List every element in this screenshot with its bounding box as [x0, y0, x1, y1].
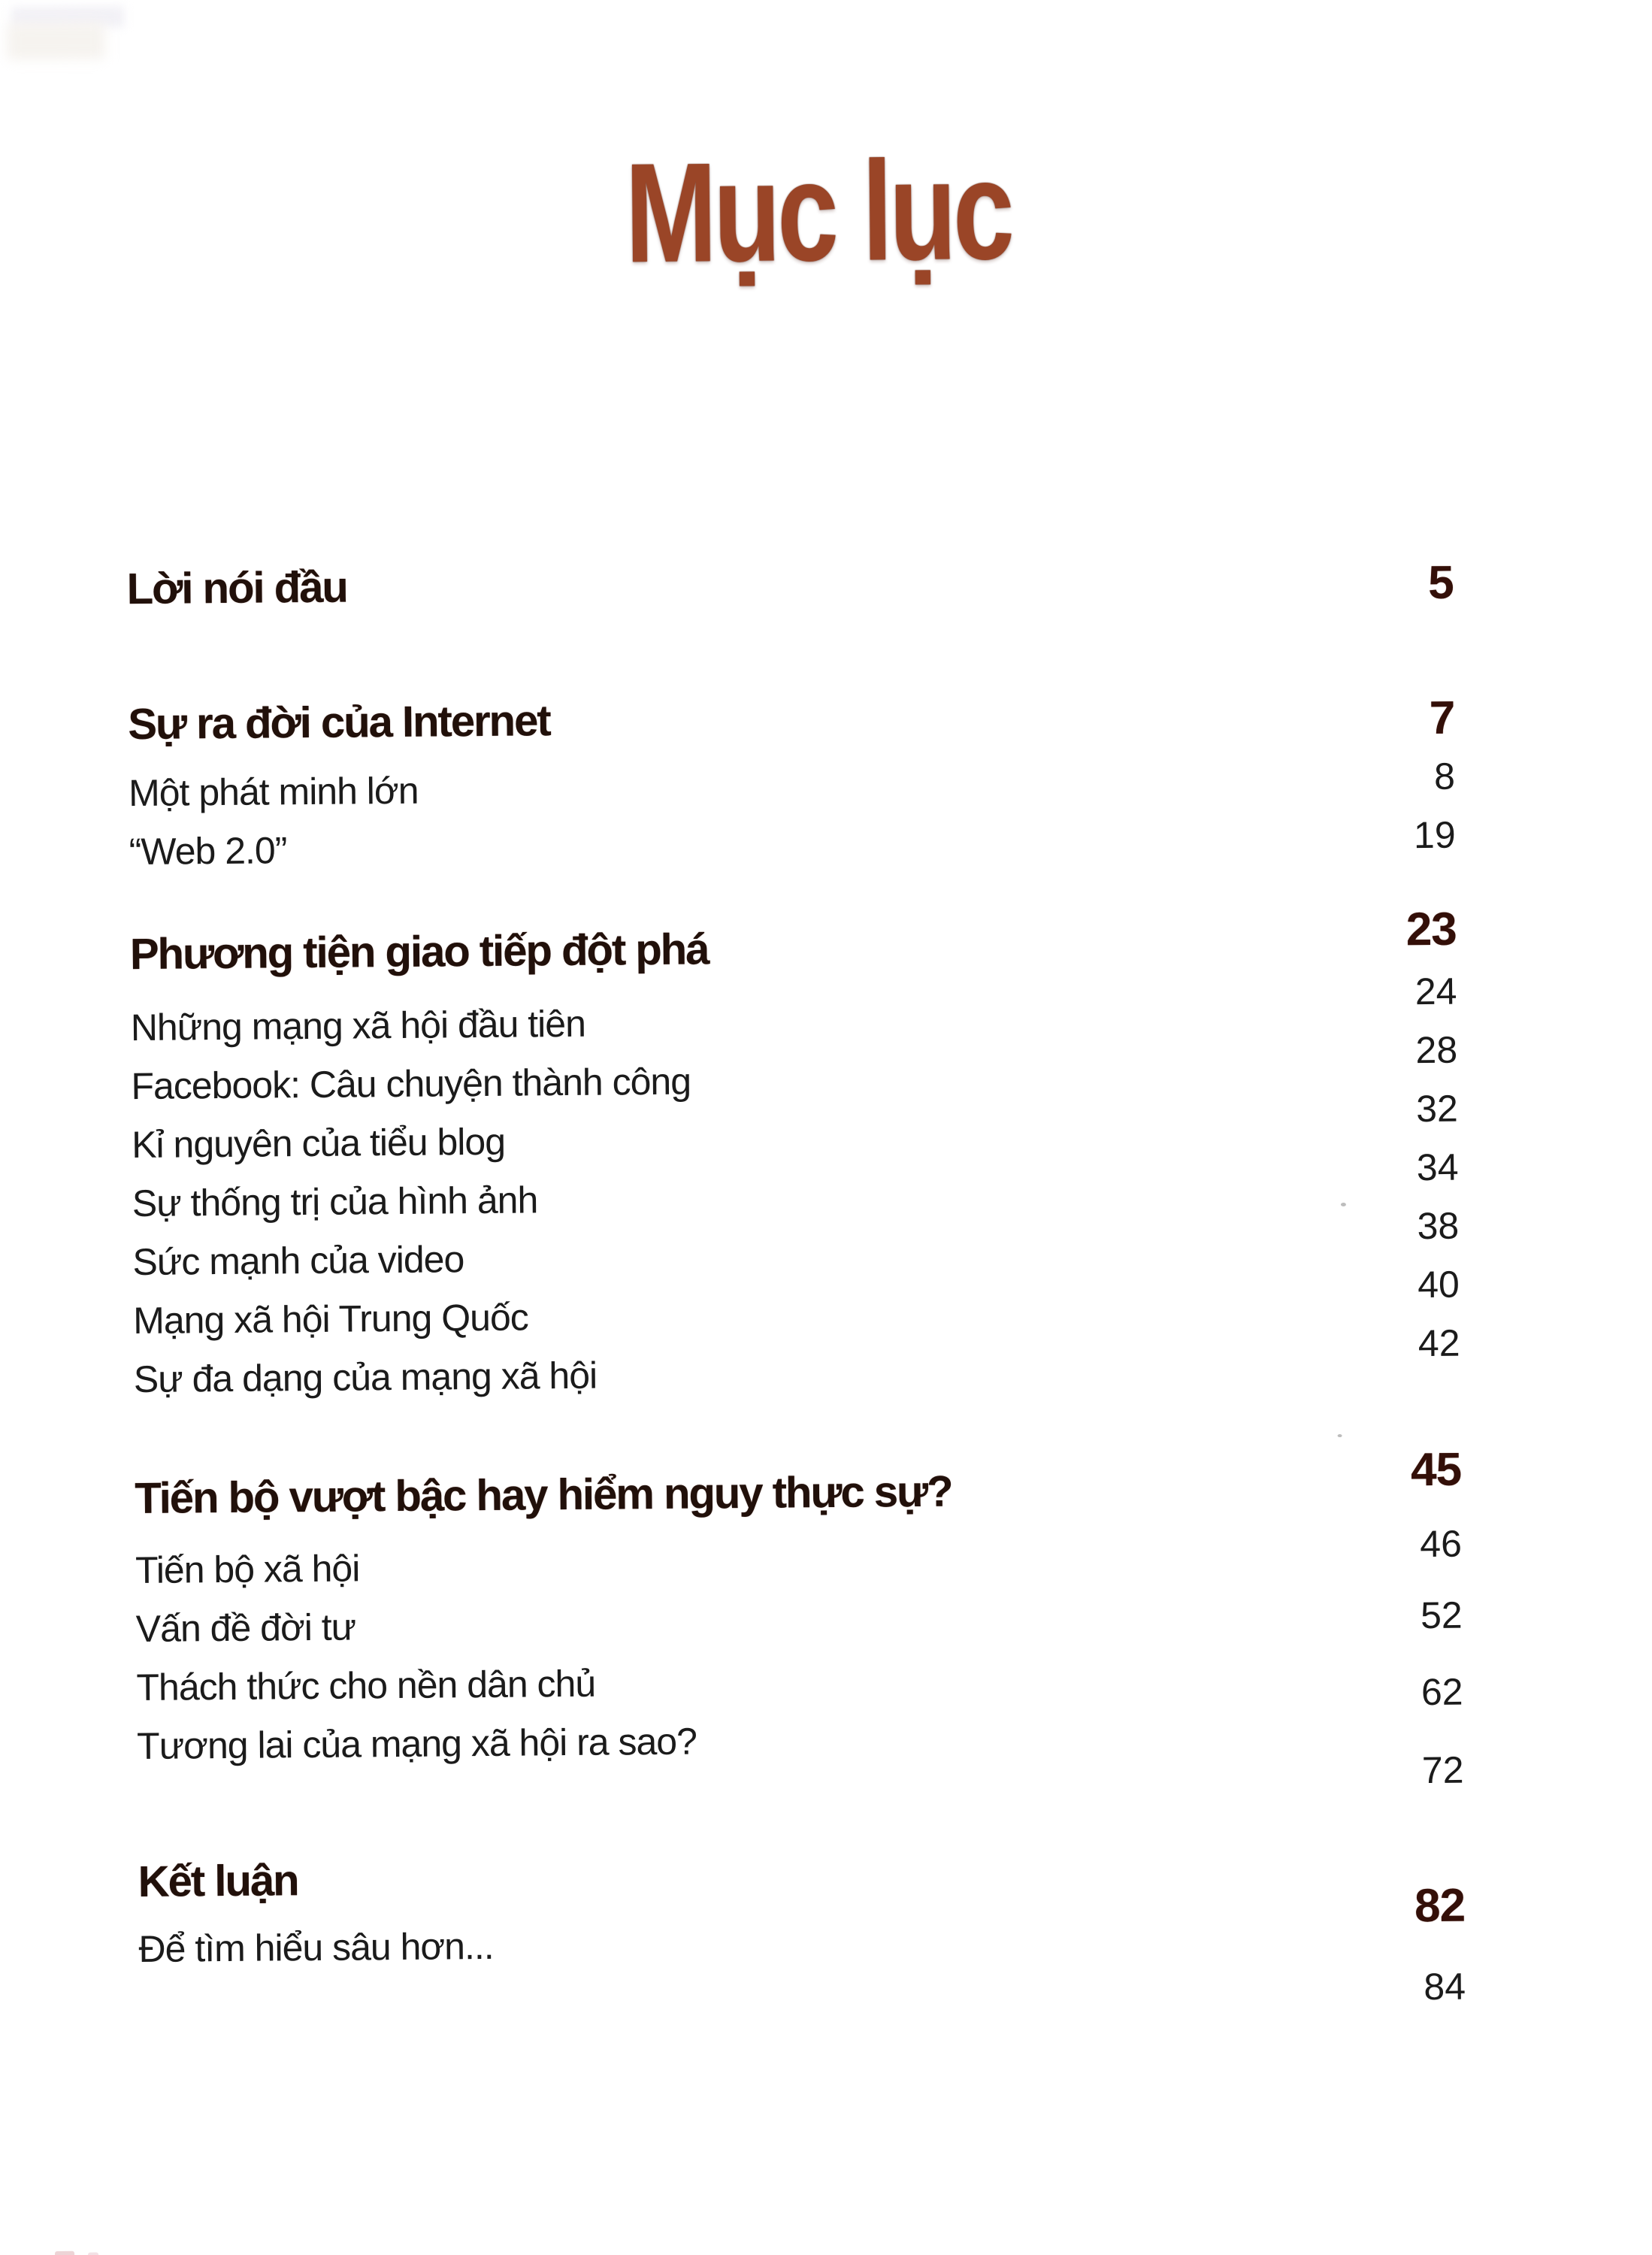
- page-title-text: Mục lục: [624, 130, 1012, 292]
- toc-entry-label: Phương tiện giao tiếp đột phá: [129, 925, 709, 979]
- toc-entry-label: Một phát minh lớn: [128, 769, 419, 815]
- toc-entry-page: 82: [1414, 1879, 1466, 1933]
- toc-entry: [128, 755, 1456, 815]
- toc-entry-page: 19: [1413, 813, 1456, 857]
- toc-entry-label: Tiến bộ xã hội: [135, 1547, 360, 1592]
- toc-entry-label: Vấn đề đời tư: [135, 1606, 356, 1651]
- toc-entry-label: Để tìm hiểu sâu hơn...: [138, 1924, 494, 1971]
- toc-entry: [129, 903, 1457, 982]
- toc-entry: [129, 813, 1456, 873]
- toc-entry-label: Kết luận: [138, 1856, 298, 1907]
- toc-entry-label: Lời nói đầu: [126, 562, 348, 614]
- toc-entry-page: 40: [1417, 1263, 1460, 1306]
- toc-entry-label: Sự thống trị của hình ảnh: [132, 1179, 538, 1225]
- toc-entry: [136, 1654, 1463, 1714]
- toc-entry-label: “Web 2.0”: [129, 829, 287, 873]
- scan-speck: [1338, 1434, 1342, 1437]
- toc-entry: [130, 970, 1457, 1049]
- scan-speck: [55, 2251, 74, 2255]
- toc-entry-label: Mạng xã hội Trung Quốc: [132, 1296, 528, 1342]
- toc-entry-page: 24: [1414, 970, 1457, 1013]
- toc-entry-page: 42: [1418, 1321, 1460, 1365]
- toc-entry-page: 23: [1405, 903, 1457, 956]
- toc-entry-label: Sức mạnh của video: [132, 1238, 464, 1284]
- toc-entry-page: 5: [1427, 556, 1454, 609]
- toc-entry-page: 46: [1419, 1522, 1463, 1566]
- scan-smudge: [7, 23, 104, 59]
- toc-entry-page: 8: [1433, 755, 1456, 798]
- toc-entry-page: 62: [1421, 1670, 1463, 1714]
- scan-speck: [1341, 1203, 1346, 1206]
- toc-entry-label: Những mạng xã hội đầu tiên: [130, 1002, 586, 1049]
- toc-entry-label: Kỉ nguyên của tiểu blog: [131, 1120, 506, 1167]
- toc-entry-page: 32: [1415, 1087, 1459, 1131]
- toc-entry: [131, 1028, 1458, 1108]
- toc-entry: [133, 1321, 1460, 1401]
- toc-entry: [132, 1204, 1460, 1284]
- toc-entry: [132, 1263, 1460, 1342]
- toc-entry: [131, 1087, 1459, 1167]
- toc-entry-label: Facebook: Câu chuyện thành công: [131, 1060, 691, 1108]
- scan-speck: [88, 2253, 98, 2255]
- toc-entry: [126, 552, 1454, 617]
- toc-entry-page: 52: [1420, 1594, 1463, 1637]
- toc-entry: [134, 1443, 1462, 1527]
- toc-entry-label: Tương lai của mạng xã hội ra sao?: [136, 1720, 697, 1768]
- toc-entry: [136, 1596, 1463, 1651]
- toc-entry: [138, 1845, 1466, 1933]
- toc-entry-label: Sự ra đời của Internet: [127, 696, 550, 749]
- page-title: [0, 126, 1644, 296]
- toc-entry: [135, 1522, 1463, 1592]
- toc-entry-page: 38: [1417, 1204, 1460, 1248]
- toc-entry: [132, 1146, 1459, 1225]
- toc-entry: [138, 1916, 1466, 2008]
- toc-entry: [136, 1713, 1464, 1792]
- toc-entry-page: 7: [1429, 692, 1455, 744]
- toc-entry: [128, 688, 1455, 752]
- toc-entry-page: 84: [1424, 1965, 1466, 2008]
- toc-entry-page: 72: [1421, 1748, 1464, 1792]
- toc-entry-label: Thách thức cho nền dân chủ: [136, 1662, 596, 1709]
- toc-entry-page: 28: [1415, 1028, 1458, 1072]
- toc-entry-page: 34: [1416, 1146, 1459, 1189]
- toc-entry-label: Tiến bộ vượt bậc hay hiểm nguy thực sự?: [134, 1467, 952, 1524]
- toc-entry-label: Sự đa dạng của mạng xã hội: [133, 1354, 598, 1401]
- toc-entry-page: 45: [1410, 1443, 1462, 1497]
